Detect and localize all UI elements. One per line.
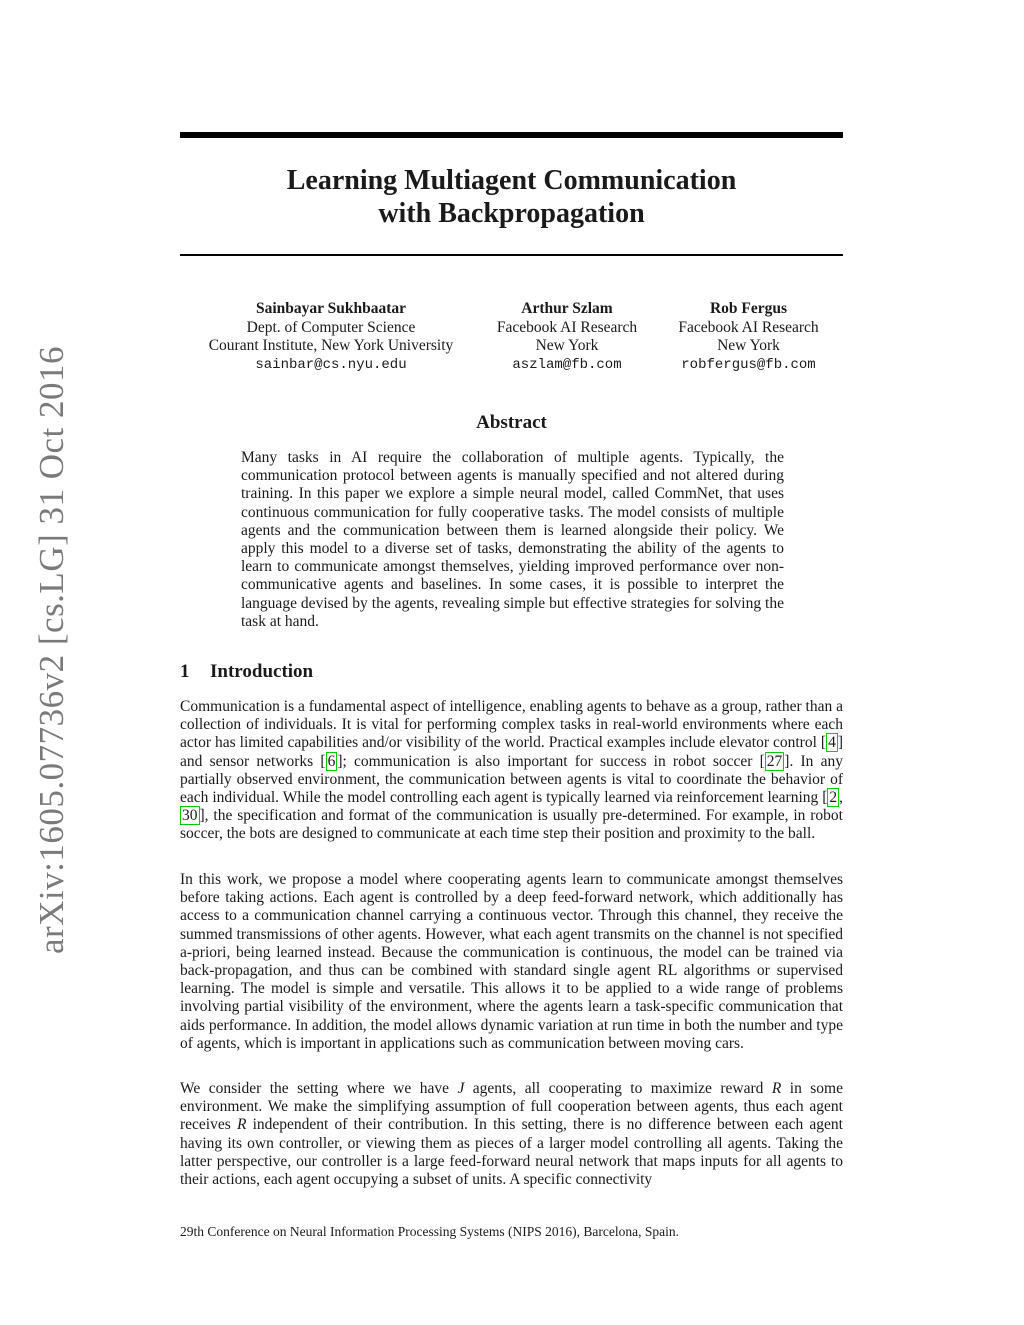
abstract-heading: Abstract bbox=[476, 412, 547, 433]
section-number: 1 bbox=[180, 661, 190, 682]
author-affiliation: Courant Institute, New York University bbox=[208, 337, 454, 354]
math-variable: J bbox=[457, 1080, 465, 1097]
section-title: Introduction bbox=[210, 661, 314, 682]
intro-paragraph-3: We consider the setting where we have J agents, all cooperating to maximize reward R in some environment. We make the simplifying assumption of full cooperation between agents, thus each agent receives R independent of their contribution. In this setting, there is no difference between each agent having its own controller, or viewing them as pieces of a larger model controlling all agents. Taking the latter perspective, our controller is a large feed-forward neural network that maps inputs for all agents to their actions, each agent occupying a subset of units. A specific connectivity bbox=[180, 1080, 843, 1189]
citation-link[interactable]: 6 bbox=[327, 752, 336, 770]
citation-link[interactable]: 4 bbox=[828, 734, 836, 752]
paper-title-line-2: with Backpropagation bbox=[378, 198, 645, 229]
author-block-1 bbox=[199, 300, 463, 374]
abstract-text: Many tasks in AI require the collaboration of multiple agents. Typically, the communication protocol between agents is manually specified and not altered during training. In this paper we explore a simple neural model, called CommNet, that uses continuous communication for fully cooperative tasks. The model consists of multiple agents and the communication between them is learned alongside their policy. We apply this model to a diverse set of tasks, demonstrating the ability of the agents to learn to communicate amongst themselves, yielding improved performance over non-communicative agents and baselines. In some cases, it is possible to interpret the language devised by the agents, revealing simple but effective strategies for solving the task at hand. bbox=[241, 449, 784, 630]
author-email[interactable]: sainbar@cs.nyu.edu bbox=[255, 356, 407, 373]
author-name: Rob Fergus bbox=[709, 300, 788, 317]
math-variable: R bbox=[236, 1116, 247, 1134]
author-affiliation: Facebook AI Research bbox=[496, 318, 638, 336]
intro-paragraph-2: In this work, we propose a model where cooperating agents learn to communicate amongst themselves before taking actions. Each agent is controlled by a deep feed-forward network, which additionally has access to a communication channel carrying a continuous vector. Through this channel, they receive the summed transmissions of other agents. However, what each agent transmits on the channel is not specified a-priori, being learned instead. Because the communication is continuous, the model can be trained via back-propagation, and thus can be combined with standard single agent RL algorithms or supervised learning. The model is simple and versatile. This allows it to be applied to a wide range of problems involving partial visibility of the environment, where the agents learn a task-specific communication that aids performance. In addition, the model allows dynamic variation at run time in both the number and type of agents, which is important in applications such as communication between moving cars. bbox=[180, 871, 843, 1052]
author-name: Sainbayar Sukhbaatar bbox=[255, 300, 407, 317]
title-bottom-rule bbox=[180, 254, 843, 256]
arxiv-identifier-stamp: arXiv:1605.07736v2 [cs.LG] 31 Oct 2016 bbox=[32, 345, 71, 955]
author-affiliation: Dept. of Computer Science bbox=[246, 318, 416, 336]
title-top-rule bbox=[180, 132, 843, 138]
citation-link[interactable]: 30 bbox=[182, 807, 198, 825]
author-block-3 bbox=[670, 300, 827, 374]
author-affiliation: New York bbox=[535, 337, 599, 354]
paper-title-line-1: Learning Multiagent Communication bbox=[286, 165, 737, 196]
section-heading-introduction bbox=[180, 661, 313, 683]
paper-title bbox=[180, 164, 843, 230]
author-affiliation: New York bbox=[717, 337, 780, 354]
author-name: Arthur Szlam bbox=[521, 300, 613, 317]
author-affiliation: Facebook AI Research bbox=[678, 318, 819, 336]
author-block-2 bbox=[489, 300, 645, 374]
conference-footnote: 29th Conference on Neural Information Processing Systems (NIPS 2016), Barcelona, Spain. bbox=[180, 1224, 680, 1239]
author-email[interactable]: robfergus@fb.com bbox=[681, 356, 816, 373]
citation-link[interactable]: 2 bbox=[829, 789, 838, 807]
math-variable: R bbox=[771, 1080, 782, 1097]
intro-paragraph-1: Communication is a fundamental aspect of intelligence, enabling agents to behave as a group, rather than a collection of individuals. It is vital for performing complex tasks in real-world environments where each actor has limited capabilities and/or visibility of the world. Practical examples include elevator control [ 4 ] and sensor networks [ 6 ]; communication is also important for success in robot soccer [ 27 ]. In any partially observed environment, the communication between agents is vital to coordinate the behavior of each individual. While the model controlling each agent is typically learned via reinforcement learning [ 2 , 30 ], the specification and format of the communication is usually pre-determined. For example, in robot soccer, the bots are designed to communicate at each time step their position and proximity to the ball. bbox=[180, 698, 844, 843]
author-email[interactable]: aszlam@fb.com bbox=[512, 356, 622, 373]
citation-link[interactable]: 27 bbox=[766, 752, 783, 770]
